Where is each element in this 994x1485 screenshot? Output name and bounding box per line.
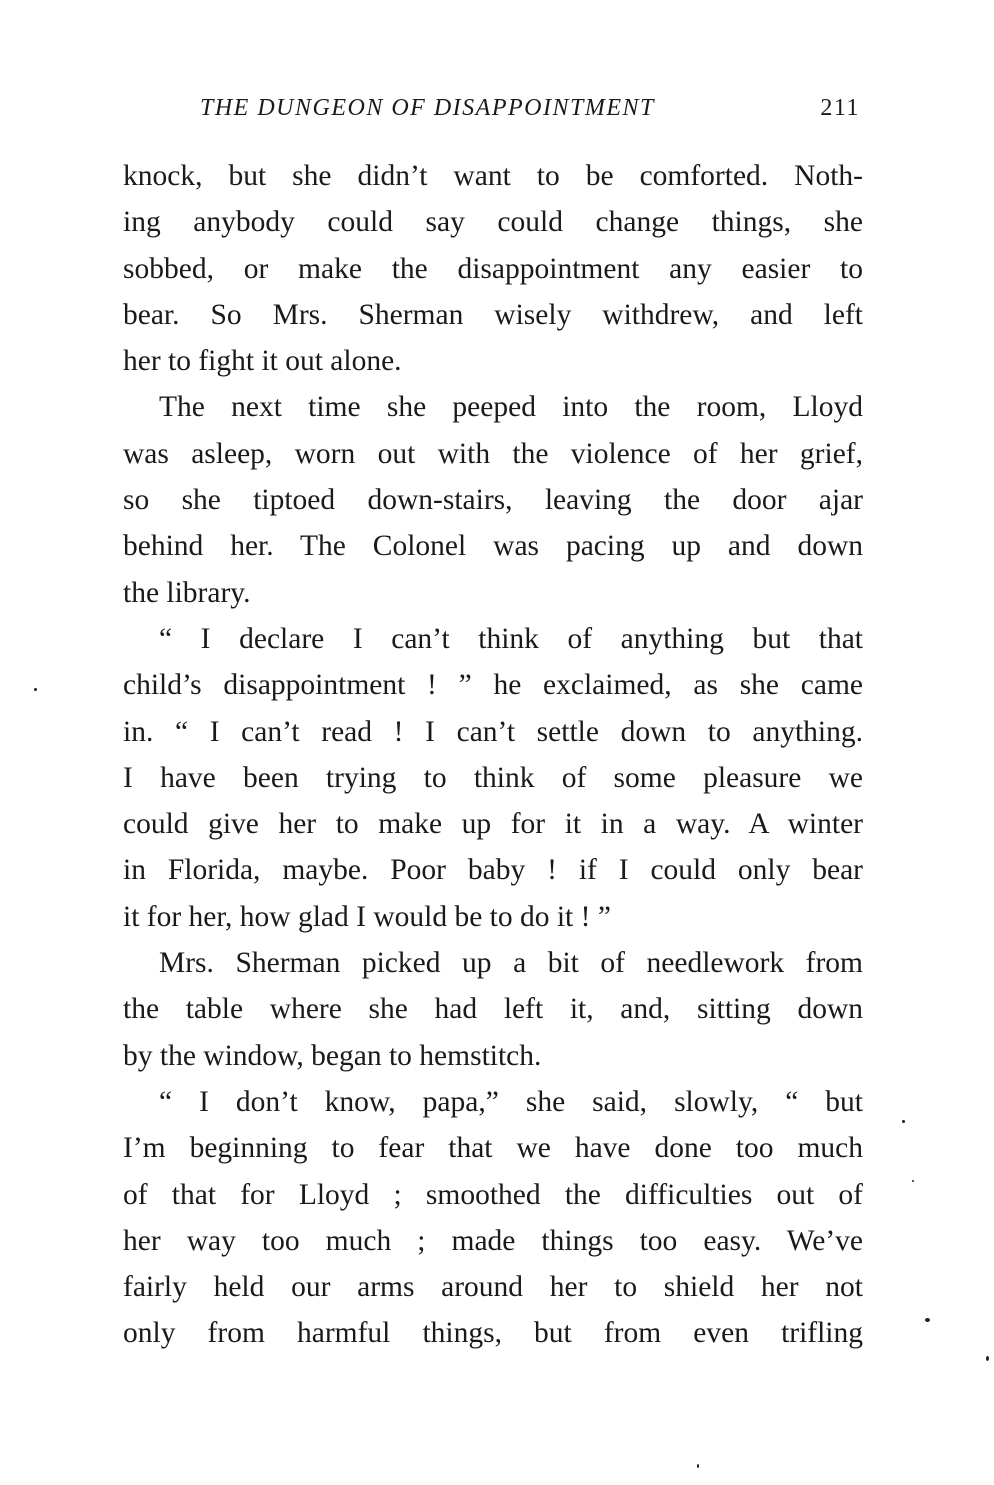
text-line: I have been trying to think of some pleasure we [123,761,863,794]
text-line: sobbed, or make the disappointment any easier to [123,252,863,285]
running-head [200,88,860,128]
scan-speck [697,1464,699,1468]
text-line: could give her to make up for it in a way. A winter [123,808,863,841]
text-line: it for her, how glad I would be to do it ! ” [123,900,611,933]
scan-speck [925,1318,930,1322]
text-line: her way too much ; made things too easy. We’ve [123,1224,863,1257]
page-number: 211 [820,95,860,121]
text-line: by the window, began to hemstitch. [123,1039,542,1072]
text-line: ing anybody could say could change things, she [123,206,863,239]
text-line: the library. [123,576,251,609]
text-line: “ I don’t know, papa,” she said, slowly, “ but [159,1085,863,1118]
text-line: so she tiptoed down-stairs, leaving the door ajar [123,484,863,517]
text-line: bear. So Mrs. Sherman wisely withdrew, and left [123,298,863,331]
text-line: in. “ I can’t read ! I can’t settle down to anything. [123,715,863,748]
text-line: knock, but she didn’t want to be comforted. Noth- [123,160,863,192]
text-line: I’m beginning to fear that we have done too much [123,1132,863,1165]
scan-speck [912,1180,914,1182]
text-line: was asleep, worn out with the violence of her grief, [123,437,863,470]
text-line: of that for Lloyd ; smoothed the difficulties out of [123,1178,863,1211]
text-line: fairly held our arms around her to shield her not [123,1271,863,1304]
scan-speck [902,1120,905,1123]
text-line: her to fight it out alone. [123,345,402,378]
text-line: Mrs. Sherman picked up a bit of needlework from [159,947,863,980]
text-line: “ I declare I can’t think of anything but that [159,622,863,655]
text-line: the table where she had left it, and, sitting down [123,993,863,1026]
running-title: THE DUNGEON OF DISAPPOINTMENT [200,95,655,121]
text-line: The next time she peeped into the room, Lloyd [159,391,863,424]
text-line: in Florida, maybe. Poor baby ! if I could only bear [123,854,863,887]
body-text [123,153,863,1357]
text-line: child’s disappointment ! ” he exclaimed, as she came [123,669,863,702]
scan-speck [986,1356,989,1361]
text-line: behind her. The Colonel was pacing up and down [123,530,863,563]
text-line: only from harmful things, but from even trifling [123,1317,863,1350]
scan-speck [34,688,37,691]
